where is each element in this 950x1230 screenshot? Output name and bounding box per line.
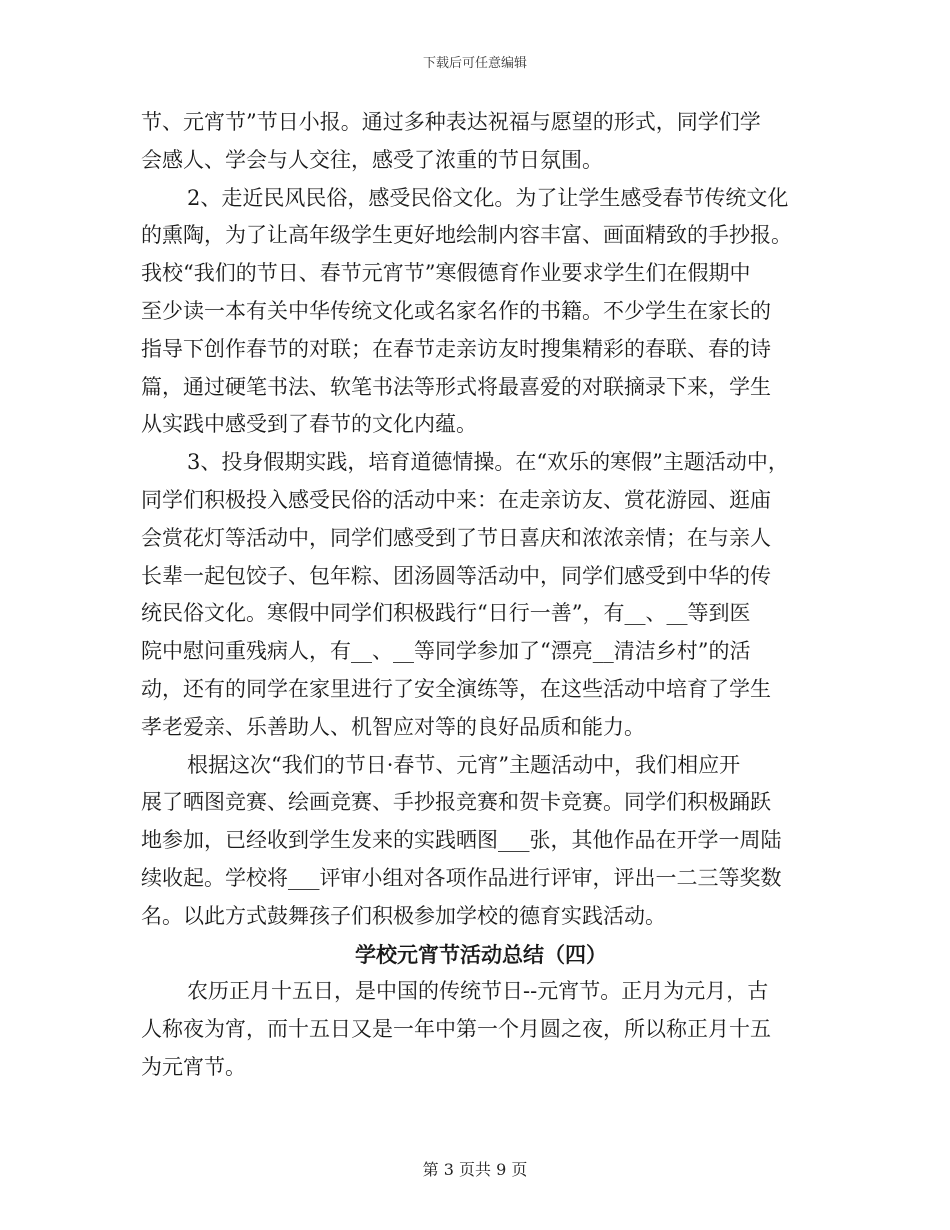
document-body <box>141 104 821 1087</box>
text-line: 会感人、学会与人交往，感受了浓重的节日氛围。 <box>141 147 603 172</box>
text-line: 名。以此方式鼓舞孩子们积极参加学校的德育实践活动。 <box>141 903 666 928</box>
text-line: 统民俗文化。寒假中同学们积极践行“日行一善”，有__、__等到医 <box>141 601 751 626</box>
text-line: 动，还有的同学在家里进行了安全演练等，在这些活动中培育了学生 <box>141 676 771 701</box>
text-line: 孝老爱亲、乐善助人、机智应对等的良好品质和能力。 <box>141 714 645 739</box>
text-line: 同学们积极投入感受民俗的活动中来：在走亲访友、赏花游园、逛庙 <box>141 487 771 512</box>
text-line: 展了晒图竞赛、绘画竞赛、手抄报竞赛和贺卡竞赛。同学们积极踊跃 <box>141 790 771 815</box>
page-header: 下载后可任意编辑 <box>422 56 527 71</box>
text-line: 根据这次“我们的节日·春节、元宵”主题活动中，我们相应开 <box>187 752 741 777</box>
text-line: 为元宵节。 <box>141 1054 246 1079</box>
text-line: 篇，通过硬笔书法、软笔书法等形式将最喜爱的对联摘录下来，学生 <box>141 374 771 399</box>
section-paragraph-lines <box>141 973 821 1086</box>
section-title: 学校元宵节活动总结（四） <box>355 941 607 967</box>
text-line: 会赏花灯等活动中，同学们感受到了节日喜庆和浓浓亲情；在与亲人 <box>141 525 771 550</box>
page-footer: 第 3 页共 9 页 <box>422 1160 528 1179</box>
text-line: 人称夜为宵，而十五日又是一年中第一个月圆之夜，所以称正月十五 <box>141 1017 771 1042</box>
text-line: 节、元宵节”节日小报。通过多种表达祝福与愿望的形式，同学们学 <box>141 110 761 134</box>
text-line: 地参加，已经收到学生发来的实践晒图___张，其他作品在开学一周陆 <box>141 828 782 853</box>
text-line: 2、走近民风民俗，感受民俗文化。为了让学生感受春节传统文化 <box>187 185 789 210</box>
paragraph-lines <box>141 104 821 936</box>
text-line: 的熏陶，为了让高年级学生更好地绘制内容丰富、画面精致的手抄报。 <box>141 223 792 248</box>
text-line: 指导下创作春节的对联；在春节走亲访友时搜集精彩的春联、春的诗 <box>141 336 771 361</box>
text-line: 从实践中感受到了春节的文化内蕴。 <box>141 412 477 437</box>
text-line: 农历正月十五日，是中国的传统节日--元宵节。正月为元月，古 <box>187 979 769 1004</box>
text-line: 我校“我们的节日、春节元宵节”寒假德育作业要求学生们在假期中 <box>141 261 751 286</box>
text-line: 3、投身假期实践，培育道德情操。在“欢乐的寒假”主题活动中， <box>187 450 789 475</box>
text-line: 至少读一本有关中华传统文化或名家名作的书籍。不少学生在家长的 <box>141 298 771 323</box>
text-line: 续收起。学校将___评审小组对各项作品进行评审，评出一二三等奖数 <box>141 865 782 890</box>
text-line: 长辈一起包饺子、包年粽、团汤圆等活动中，同学们感受到中华的传 <box>141 563 771 588</box>
text-line: 院中慰问重残病人，有__、__等同学参加了“漂亮__清洁乡村”的活 <box>141 639 751 664</box>
